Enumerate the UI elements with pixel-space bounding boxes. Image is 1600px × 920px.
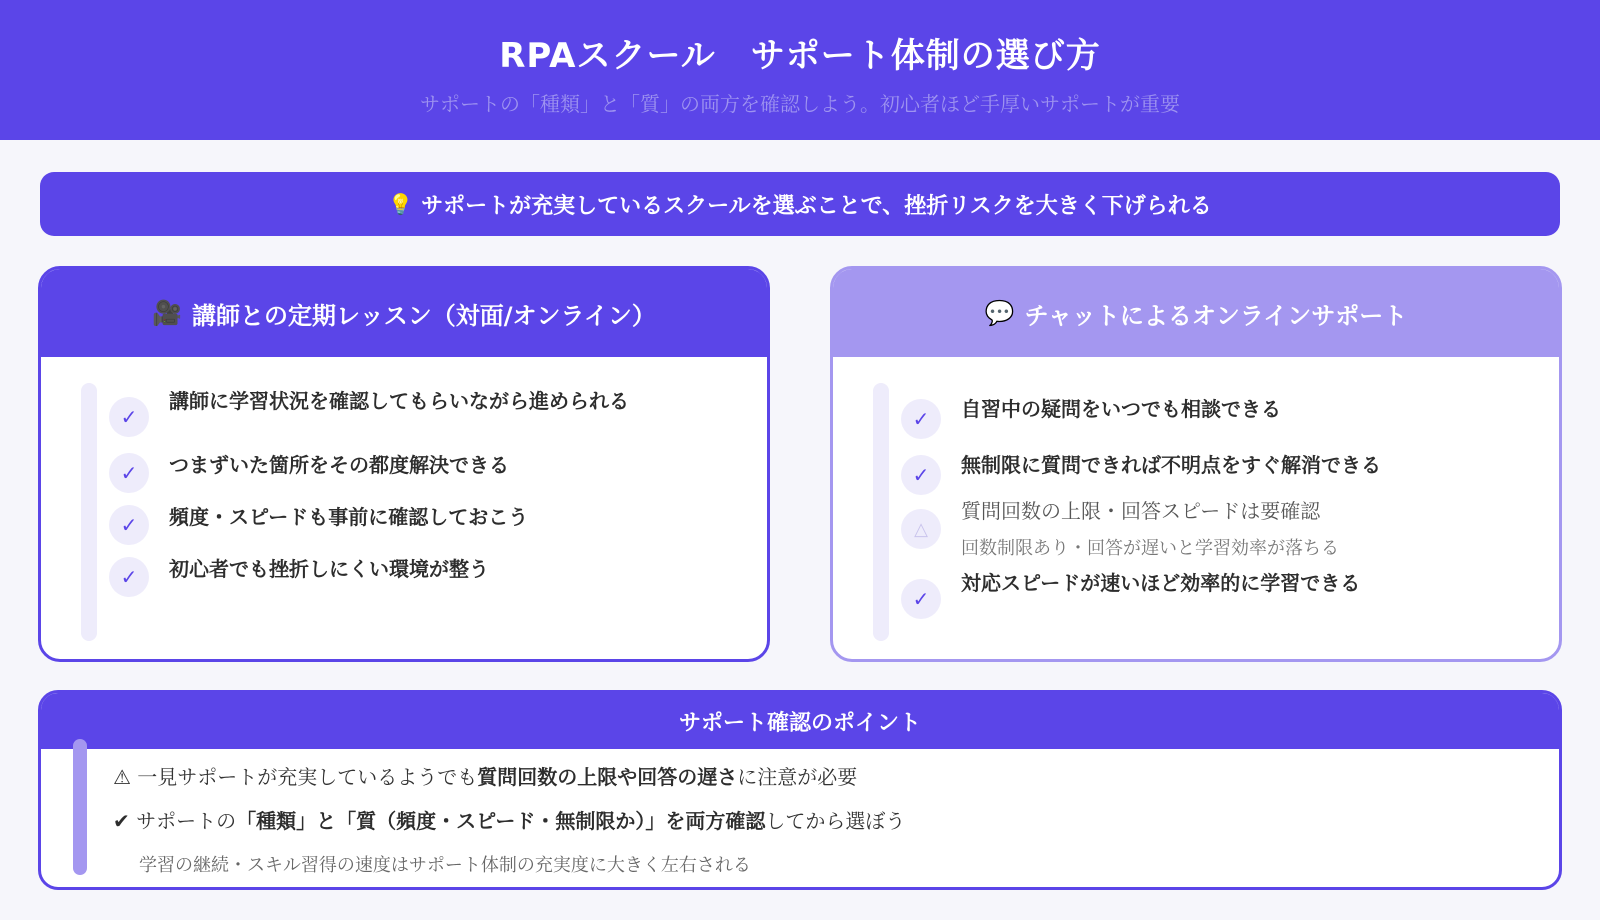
list-rail xyxy=(81,383,97,641)
list-item-text: 自習中の疑問をいつでも相談できる xyxy=(961,397,1281,421)
chat-card-title: チャットによるオンラインサポート xyxy=(1024,301,1408,330)
check-icon: ✓ xyxy=(109,505,149,545)
checkmark-icon: ✔ xyxy=(113,809,130,833)
warning-icon: ⚠ xyxy=(113,765,131,789)
video-camera-icon: 🎥 xyxy=(152,299,183,327)
checkpoint-text-bold: 「種類」と「質（頻度・スピード・無制限か）」を両方確認 xyxy=(236,809,766,833)
speech-bubble-icon: 💬 xyxy=(984,299,1015,327)
list-rail xyxy=(873,383,889,641)
check-icon: ✓ xyxy=(109,557,149,597)
list-item xyxy=(901,399,1281,439)
chat-support-card xyxy=(830,266,1562,662)
checkpoints-box xyxy=(38,690,1562,890)
list-item xyxy=(901,455,1381,495)
list-item-text xyxy=(961,495,1339,560)
checkpoint-text-pre: サポートの xyxy=(136,809,237,833)
checkpoints-rail xyxy=(73,739,87,875)
checkpoint-text-post: してから選ぼう xyxy=(765,809,906,833)
banner-text: サポートが充実しているスクールを選ぶことで、挫折リスクを大きく下げられる xyxy=(421,193,1212,219)
list-item xyxy=(109,453,509,493)
list-item-note: 回数制限あり・回答が遅いと学習効率が落ちる xyxy=(961,538,1339,559)
lightbulb-icon: 💡 xyxy=(388,192,414,216)
checkpoint-warning-line xyxy=(113,761,857,790)
checkpoint-text-post: に注意が必要 xyxy=(737,765,858,789)
key-message-banner xyxy=(40,172,1560,236)
list-item-text: 講師に学習状況を確認してもらいながら進められる xyxy=(169,389,629,413)
check-icon: ✓ xyxy=(109,453,149,493)
page-title: RPAスクール サポート体制の選び方 xyxy=(499,36,1101,76)
lesson-card-header xyxy=(41,269,767,357)
checkpoint-text-pre: 一見サポートが充実しているようでも xyxy=(137,765,478,789)
check-icon: ✓ xyxy=(109,397,149,437)
list-item-text: 無制限に質問できれば不明点をすぐ解消できる xyxy=(961,453,1381,477)
checkpoint-summary: 学習の継続・スキル習得の速度はサポート体制の充実度に大きく左右される xyxy=(139,855,751,876)
list-item-text: つまずいた箇所をその都度解決できる xyxy=(169,453,509,477)
check-icon: ✓ xyxy=(901,455,941,495)
list-item-main-text: 質問回数の上限・回答スピードは要確認 xyxy=(961,499,1321,523)
checkpoint-confirm-line xyxy=(113,805,905,834)
list-item xyxy=(109,389,629,437)
page-subtitle: サポートの「種類」と「質」の両方を確認しよう。初心者ほど手厚いサポートが重要 xyxy=(420,92,1180,116)
list-item xyxy=(901,499,1339,560)
page-header xyxy=(0,0,1600,140)
list-item xyxy=(901,571,1361,619)
list-item xyxy=(109,505,528,545)
check-icon: ✓ xyxy=(901,399,941,439)
checkpoint-text-bold: 質問回数の上限や回答の遅さ xyxy=(477,765,738,789)
chat-card-header xyxy=(833,269,1559,357)
warning-triangle-icon: △ xyxy=(901,509,941,549)
lesson-support-card xyxy=(38,266,770,662)
check-icon: ✓ xyxy=(901,579,941,619)
list-item-text: 初心者でも挫折しにくい環境が整う xyxy=(169,557,489,581)
checkpoints-title: サポート確認のポイント xyxy=(41,693,1559,749)
list-item xyxy=(109,557,489,597)
list-item-text: 頻度・スピードも事前に確認しておこう xyxy=(169,505,529,529)
list-item-text: 対応スピードが速いほど効率的に学習できる xyxy=(961,571,1361,595)
lesson-card-title: 講師との定期レッスン（対面/オンライン） xyxy=(192,301,656,330)
